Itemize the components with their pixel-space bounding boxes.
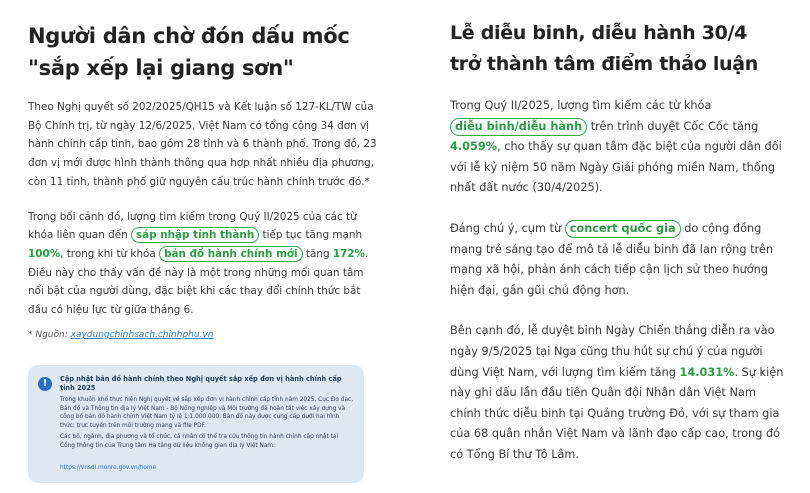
text-run: trên trình duyệt Cốc Cốc tăng: [587, 119, 759, 133]
text-run: Bên cạnh đó, lễ duyệt binh Ngày Chiến thắng diễn ra vào ngày 9/5/2025 tại Nga cũng thu hút sự chú ý của người dùng Việt Nam, với lượng tìm kiếm tăng: [450, 324, 775, 379]
stat-value-172: 172%: [332, 247, 365, 260]
keyword-pill-ban-do: bản đồ hành chính mới: [159, 246, 303, 262]
text-run: tiếp tục tăng mạnh: [259, 229, 363, 242]
right-title-line2: trở thành tâm điểm thảo luận: [450, 53, 759, 75]
left-title-line1: Người dân chờ đón dấu mốc: [28, 24, 350, 48]
text-run: . Điều này cho thấy vấn đề này là một trong những mối quan tâm nổi bật của người dùng, đặc biệt khi các thay đổi chính thức bắt đầu có hiệu lực từ giữa tháng 6.: [28, 247, 369, 317]
info-body-2: Các bộ, ngành, địa phương và tổ chức, cá nhân có thể tra cứu thông tin hành chính cập nhật tại Cổng thông tin của Trung tâm Hạ tầng dữ liệu không gian địa lý Việt Nam:: [60, 434, 339, 449]
left-paragraph-1: Theo Nghị quyết số 202/2025/QH15 và Kết luận số 127-KL/TW của Bộ Chính trị, từ ngày 12/6/2025, Việt Nam có tổng cộng 34 đơn vị hành chính cấp tỉnh, bao gồm 28 tỉnh và 6 thành phố. Trong đó, 23 đơn vị mới được hình thành thông qua hợp nhất nhiều địa phương, còn 11 tỉnh, thành phố giữ nguyên cấu trúc hành chính trước đó.*: [28, 101, 377, 188]
info-box: [28, 365, 364, 483]
text-run: Đáng chú ý, cụm từ: [450, 221, 565, 235]
right-paragraph-2: [450, 219, 790, 301]
keyword-pill-sap-nhap: sáp nhập tỉnh thành: [131, 227, 259, 243]
info-icon: !: [38, 377, 52, 391]
text-run: Trong Quý II/2025, lượng tìm kiếm các từ khóa: [450, 99, 712, 112]
info-link[interactable]: https://vnsdi.monre.gov.vn/home: [60, 464, 157, 471]
text-run: do cộng đồng mạng trẻ sáng tạo để mô tả lễ diễu binh đã lan rộng trên mạng xã hội, phản ánh cách tiếp cận lịch sử theo hướng hiện đại, gần gũi chủ động hơn.: [450, 221, 774, 297]
right-column: [450, 18, 790, 466]
keyword-pill-dieu-binh: diễu binh/diễu hành: [450, 118, 587, 136]
info-body-1: Trong khuôn khổ thực hiện Nghị quyết về sắp xếp đơn vị hành chính cấp tỉnh năm 2025, Cục Đo đạc, Bản đồ và Thông tin địa lý Việt Nam - Bộ Nông nghiệp và Môi trường đã hoàn tất việc xây dựng và công bố bản đồ hành chính Việt Nam tỷ lệ 1:1.000.000. Bản đồ này được cung cấp dưới hai hình thức: trực tuyến trên môi trường mạng và file PDF.: [60, 397, 354, 429]
left-paragraph-2: [28, 208, 380, 320]
text-run: Trong bối cảnh đó, lượng tìm kiếm trong Quý II/2025 của các từ khóa liên quan đến: [28, 210, 357, 242]
source-note: [28, 330, 380, 340]
stat-value-14031: 14.031%: [679, 365, 735, 379]
text-run: , trong khi từ khóa: [60, 247, 160, 260]
keyword-pill-concert: concert quốc gia: [565, 220, 681, 238]
right-paragraph-3: [450, 321, 790, 465]
left-column: [28, 20, 380, 340]
right-paragraph-1: [450, 96, 790, 199]
info-title: Cập nhật bản đồ hành chính theo Nghị quyết sắp xếp đơn vị hành chính cấp tỉnh 2025: [60, 375, 342, 392]
stat-value-100: 100%: [28, 247, 61, 260]
left-title: [28, 20, 380, 84]
left-title-line2: "sắp xếp lại giang sơn": [28, 56, 294, 80]
text-run: , cho thấy sự quan tâm đặc biệt của người dân đối với lễ kỷ niệm 50 năm Ngày Giải phóng miền Nam, thống nhất đất nước (30/4/2025).: [450, 140, 782, 195]
source-link[interactable]: xaydungchinhsach.chinhphu.vn: [70, 329, 214, 340]
stat-value-4059: 4.059%: [450, 140, 498, 154]
text-run: tăng: [302, 247, 333, 260]
right-title: [450, 18, 790, 80]
source-prefix: * Nguồn:: [28, 329, 71, 340]
right-title-line1: Lễ diễu binh, diễu hành 30/4: [450, 22, 748, 44]
text-run: . Sự kiện này ghi dấu lần đầu tiên Quân đội Nhân dân Việt Nam chính thức diễu binh tại Quảng trường Đỏ, với sự tham gia của 68 quân nhân Việt Nam và lãnh đạo cấp cao, trong đó có Tổng Bí thư Tô Lâm.: [450, 365, 784, 461]
